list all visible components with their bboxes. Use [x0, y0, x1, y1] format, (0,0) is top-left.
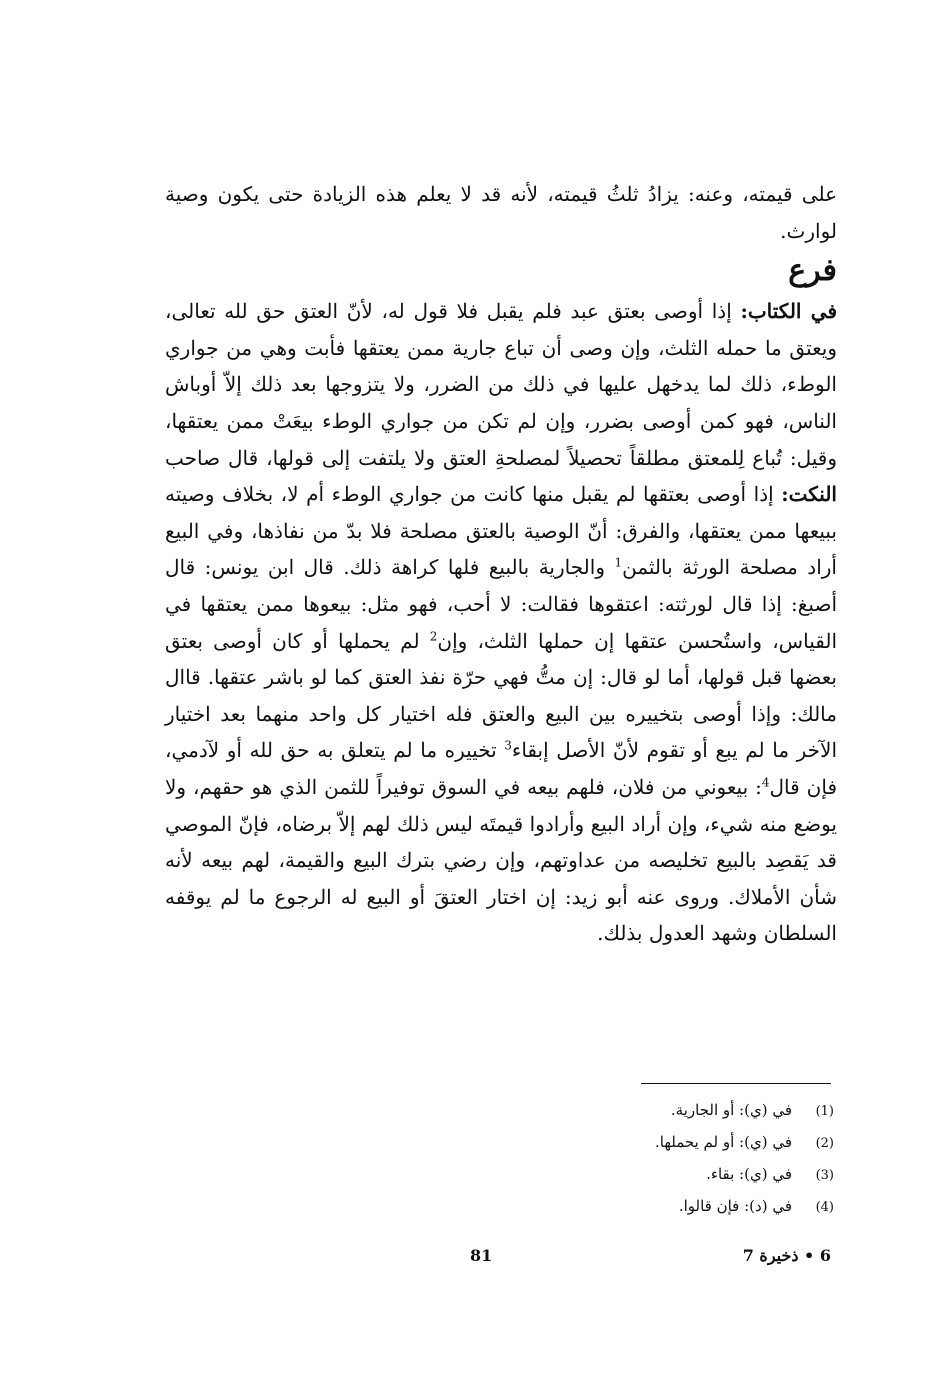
page-number: 81 [470, 1246, 493, 1265]
footnote-item [334, 1159, 834, 1191]
text-segment: لم يحملها أو كان أوصى بعتق بعضها قبل قولها، أما لو قال: إن متُّ فهي حرّة نفذ العتق كما لو باشر عتقها. قاال مالك: وإذا أوصى بتخييره بين البيع والعتق فله اختيار كل واحد منهما بعد اختيار الآخر ما لم يبع أو تقوم لأنّ الأصل إبقاء [165, 628, 837, 763]
paragraph-intro: على قيمته، وعنه: يزادُ ثلثُ قيمته، لأنه قد لا يعلم هذه الزيادة حتى يكون وصية لوارث. [165, 182, 837, 243]
text-segment: إذا أوصى بعتق عبد فلم يقبل فلا قول له، لأنّ العتق حق لله تعالى، ويعتق ما حمله الثلث، وإن وصى أن تباع جارية ممن يعتقها فأبت وهي من جواري الوطء، ذلك لما يدخهل عليها في ذلك من الضرر، ولا يتزوجها بعد ذلك إلاّ أوباش الناس، فهو كمن أوصى بضرر، وإن لم تكن من جواري الوطء بيعَتْ ممن يعتقها، وقيل: تُباع لِلمعتق مطلقاً تحصيلاً لمصلحةِ العتق ولا يلتفت إلى قولها، قال صاحب [165, 299, 837, 470]
source-label-nukat: النكت: [781, 482, 837, 507]
footnote-text: في (ي): أو لم يحملها. [655, 1133, 792, 1151]
footnote-ref-3[interactable]: 3 [504, 738, 512, 753]
footnote-number: (4) [815, 1200, 834, 1215]
text-segment: : بيعوني من فلان، فلهم بيعه في السوق توفيراً للثمن الذي هو حقهم، ولا يوضع منه شيء، وإن أراد البيع وأرادوا قيمتَه ليس ذلك لهم إلاّ برضاه، فإنّ الموصي قد يَقصِد بالبيع تخليصه من عداوتهم، وإن رضي بترك البيع والقيمة، لهم بيعه لأنه شأن الأملاك. وروى عنه أبو زيد: إن اختار العتقَ أو البيع له الرجوع ما لم يوقفه السلطان وشهد العدول بذلك. [165, 774, 837, 946]
section-heading: فرع [788, 253, 837, 289]
footnote-number: (2) [815, 1136, 834, 1151]
footnote-number: (3) [815, 1168, 834, 1183]
footnote-text: في (ي): أو الجارية. [670, 1101, 792, 1119]
footnotes [334, 1095, 834, 1223]
footnote-number: (1) [815, 1104, 834, 1119]
footnote-ref-4[interactable]: 4 [761, 775, 770, 790]
text-segment: والجارية بالبيع فلها كراهة ذلك. قال ابن يونس: قال أصبغ: إذا قال لورثته: اعتقوها فقالت: لا أحب، فهو مثل: بيعوها ممن يعتقها في القياس، واستُحسن عتقها إن حملها الثلث، وإن [165, 555, 837, 653]
paragraph-main [165, 293, 837, 952]
main-text [165, 176, 837, 952]
footnote-ref-1[interactable]: 1 [614, 555, 623, 570]
text-segment: إذا أوصى بعتقها لم يقبل منها كانت من جواري الوطء أم لا، بخلاف وصيته ببيعها ممن يعتقها، والفرق: أنّ الوصية بالعتق مصلحة فلا بدّ من نفاذها، وفي البيع أراد مصلحة الورثة بالثمن [165, 482, 837, 580]
footnote-item [334, 1095, 834, 1127]
footnote-item [334, 1191, 834, 1223]
source-label-kitab: في الكتاب: [740, 299, 838, 324]
printer-signature: 6 • ذخيرة 7 [742, 1246, 831, 1265]
footnote-text: في (ي): بقاء. [706, 1165, 792, 1183]
footnote-ref-2[interactable]: 2 [429, 628, 438, 643]
footnote-item [334, 1127, 834, 1159]
text-segment: تخييره ما لم يتعلق به حق لله أو لآدمي، فإن قال [165, 738, 837, 799]
footnote-text: في (د): فإن قالوا. [678, 1197, 792, 1215]
footnote-divider [641, 1083, 831, 1084]
